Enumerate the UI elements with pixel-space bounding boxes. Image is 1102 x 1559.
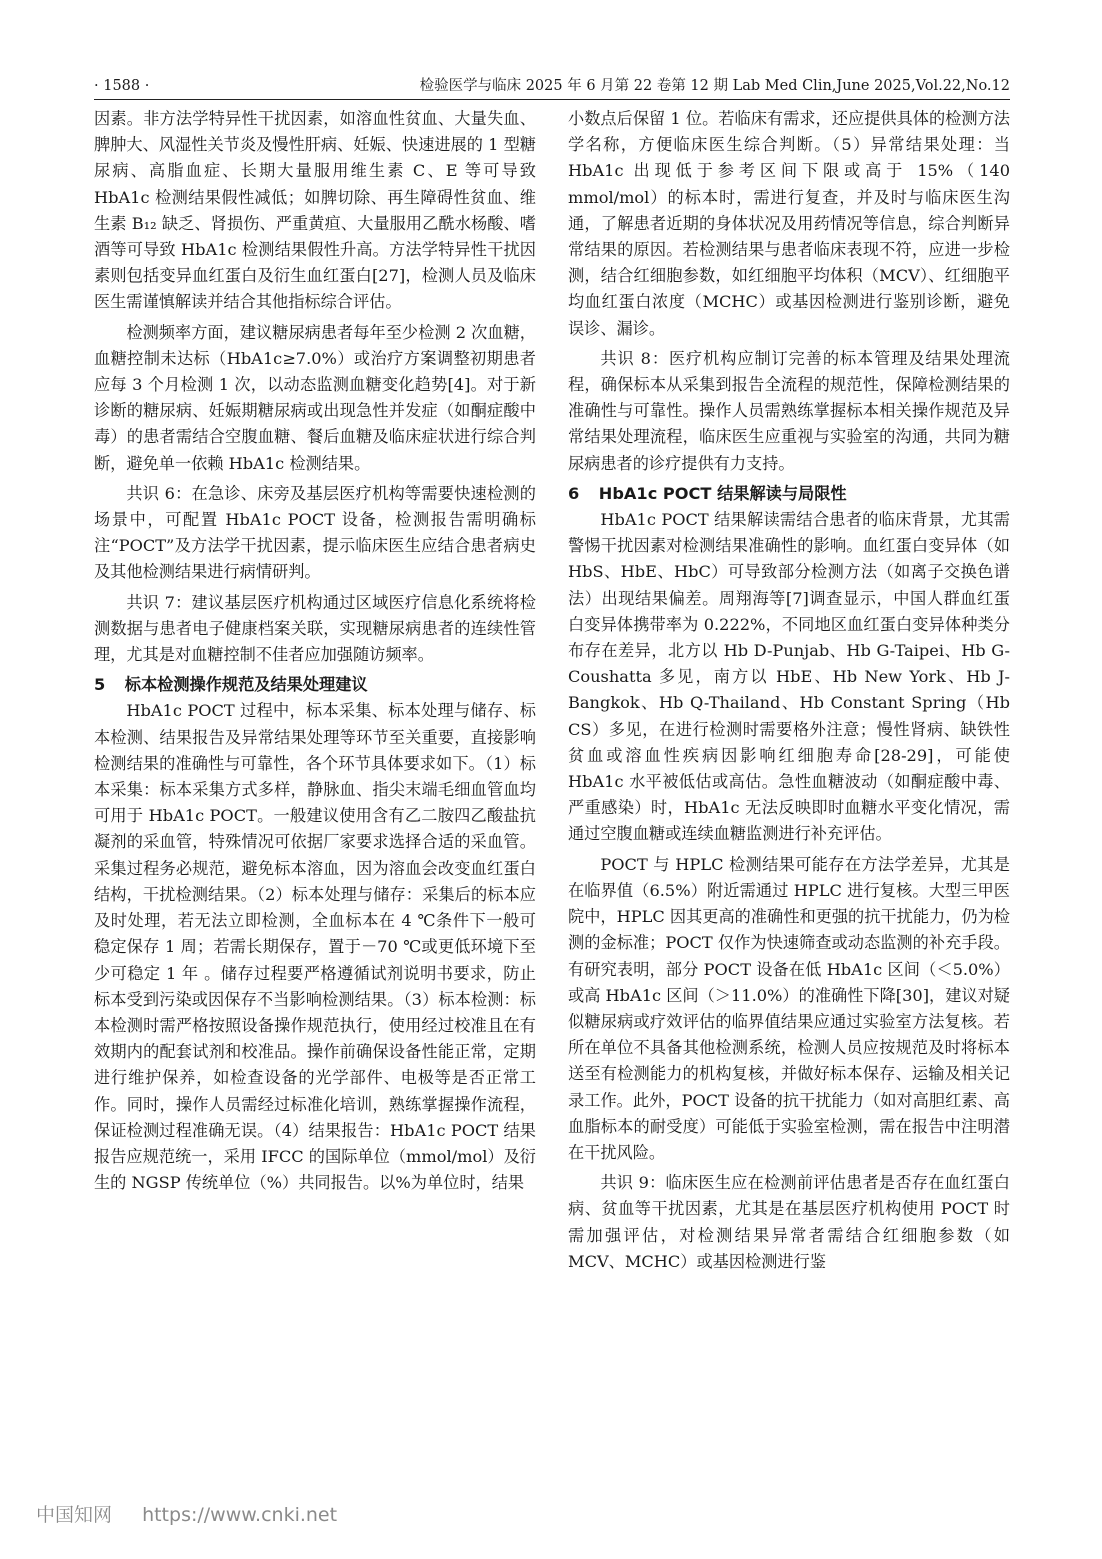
right-paragraph-3: HbA1c POCT 结果解读需结合患者的临床背景，尤其需警惕干扰因素对检测结果准确性的影响。血红蛋白变异体（如 HbS、HbE、HbC）可导致部分检测方法（如离子交换色谱法）出现结果偏差。周翔海等[7]调查显示，中国人群血红蛋白变异体携带率为 0.222%，不同地区血红蛋白变异体种类分布存在差异，北方以 Hb D-Punjab、Hb G-Taipei、Hb G-Coushatta 多见，南方以 HbE、Hb New York、Hb J-Bangkok、Hb Q-Thailand、Hb Constant Spring（Hb CS）多见，在进行检测时需要格外注意；慢性肾病、缺铁性贫血或溶血性疾病因影响红细胞寿命[28-29]，可能使 HbA1c 水平被低估或高估。急性血糖波动（如酮症酸中毒、严重感染）时，HbA1c 无法反映即时血糖水平变化情况，需通过空腹血糖或连续血糖监测进行补充评估。 <box>568 510 1010 844</box>
section-5-number: 5 <box>94 675 106 695</box>
left-column <box>94 106 536 1196</box>
section-6-heading <box>568 481 1010 507</box>
right-paragraph-4: POCT 与 HPLC 检测结果可能存在方法学差异，尤其是在临界值（6.5%）附近需通过 HPLC 进行复核。大型三甲医院中，HPLC 因其更高的准确性和更强的抗干扰能力，仍为检测的金标准；POCT 仅作为快速筛查或动态监测的补充手段。有研究表明，部分 POCT 设备在低 HbA1c 区间（＜5.0%）或高 HbA1c 区间（＞11.0%）的准确性下降[30]，建议对疑似糖尿病或疗效评估的临界值结果应通过实验室方法复核。若所在单位不具备其他检测系统，检测人员应按规范及时将标本送至有检测能力的机构复核，并做好标本保存、运输及相关记录工作。此外，POCT 设备的抗干扰能力（如对高胆红素、高血脂标本的耐受度）可能低于实验室检测，需在报告中注明潜在干扰风险。 <box>568 854 1010 1162</box>
cnki-watermark <box>36 1500 337 1530</box>
right-column <box>568 106 1010 1275</box>
running-header <box>94 74 1010 98</box>
page-number: · 1588 · <box>94 78 150 94</box>
consensus-8-paragraph: 共识 8：医疗机构应制订完善的标本管理及结果处理流程，确保标本从采集到报告全流程的规范性，保障检测结果的准确性与可靠性。操作人员需熟练掌握标本相关操作规范及异常结果处理流程，临床医生应重视与实验室的沟通，共同为糖尿病患者的诊疗提供有力支持。 <box>568 348 1010 473</box>
cnki-url: https://www.cnki.net <box>142 1504 338 1526</box>
journal-citation: 检验医学与临床 2025 年 6 月第 22 卷第 12 期 Lab Med Clin,June 2025,Vol.22,No.12 <box>419 78 1010 94</box>
section-6-title: HbA1c POCT 结果解读与局限性 <box>598 483 847 503</box>
right-paragraph-1: 小数点后保留 1 位。若临床有需求，还应提供具体的检测方法学名称，方便临床医生综合判断。（5）异常结果处理：当 HbA1c 出现低于参考区间下限或高于 15%（140 mmol/mol）的标本时，需进行复查，并及时与临床医生沟通，了解患者近期的身体状况及用药情况等信息，综合判断异常结果的原因。若检测结果与患者临床表现不符，应进一步检测，结合红细胞参数，如红细胞平均体积（MCV）、红细胞平均血红蛋白浓度（MCHC）或基因检测进行鉴别诊断，避免误诊、漏诊。 <box>568 109 1010 338</box>
left-paragraph-5: HbA1c POCT 过程中，标本采集、标本处理与储存、标本检测、结果报告及异常结果处理等环节至关重要，直接影响检测结果的准确性与可靠性，各个环节具体要求如下。（1）标本采集：标本采集方式多样，静脉血、指尖末端毛细血管血均可用于 HbA1c POCT。一般建议使用含有乙二胺四乙酸盐抗凝剂的采血管，特殊情况可依据厂家要求选择合适的采血管。采集过程务必规范，避免标本溶血，因为溶血会改变血红蛋白结构，干扰检测结果。（2）标本处理与储存：采集后的标本应及时处理，若无法立即检测，全血标本在 4 ℃条件下一般可稳定保存 1 周；若需长期保存，置于－70 ℃或更低环境下至少可稳定 1 年 。储存过程要严格遵循试剂说明书要求，防止标本受到污染或因保存不当影响检测结果。（3）标本检测：标本检测时需严格按照设备操作规范执行，使用经过校准且在有效期内的配套试剂和校准品。操作前确保设备性能正常，定期进行维护保养，如检查设备的光学部件、电极等是否正常工作。同时，操作人员需经过标准化培训，熟练掌握操作流程，保证检测过程准确无误。（4）结果报告：HbA1c POCT 结果报告应规范统一，采用 IFCC 的国际单位（mmol/mol）及衍生的 NGSP 传统单位（%）共同报告。以%为单位时，结果 <box>94 701 536 1193</box>
left-paragraph-2: 检测频率方面，建议糖尿病患者每年至少检测 2 次血糖，血糖控制未达标（HbA1c≥7.0%）或治疗方案调整初期患者应每 3 个月检测 1 次，以动态监测血糖变化趋势[4]。对于新诊断的糖尿病、妊娠期糖尿病或出现急性并发症（如酮症酸中毒）的患者需结合空腹血糖、餐后血糖及临床症状进行综合判断，避免单一依赖 HbA1c 检测结果。 <box>94 322 536 473</box>
section-5-heading <box>94 672 536 698</box>
section-6-number: 6 <box>568 483 580 503</box>
consensus-6-paragraph: 共识 6：在急诊、床旁及基层医疗机构等需要快速检测的场景中，可配置 HbA1c POCT 设备，检测报告需明确标注“POCT”及方法学干扰因素，提示临床医生应结合患者病史及其他检测结果进行病情研判。 <box>94 483 536 582</box>
left-paragraph-1: 因素。非方法学特异性干扰因素，如溶血性贫血、大量失血、脾肿大、风湿性关节炎及慢性肝病、妊娠、快速进展的 1 型糖尿病、高脂血症、长期大量服用维生素 C、E 等可导致 HbA1c 检测结果假性减低；如脾切除、再生障碍性贫血、维生素 B₁₂ 缺乏、肾损伤、严重黄疸、大量服用乙酰水杨酸、嗜酒等可导致 HbA1c 检测结果假性升高。方法学特异性干扰因素则包括变异血红蛋白及衍生血红蛋白[27]，检测人员及临床医生需谨慎解读并结合其他指标综合评估。 <box>94 109 536 312</box>
header-rule <box>94 99 1010 100</box>
consensus-9-paragraph: 共识 9：临床医生应在检测前评估患者是否存在血红蛋白病、贫血等干扰因素，尤其是在基层医疗机构使用 POCT 时需加强评估，对检测结果异常者需结合红细胞参数（如 MCV、MCHC）或基因检测进行鉴 <box>568 1173 1010 1271</box>
section-5-title: 标本检测操作规范及结果处理建议 <box>124 675 368 695</box>
consensus-7-paragraph: 共识 7：建议基层医疗机构通过区域医疗信息化系统将检测数据与患者电子健康档案关联，实现糖尿病患者的连续性管理，尤其是对血糖控制不佳者应加强随访频率。 <box>94 592 536 665</box>
cnki-logo-text: 中国知网 <box>36 1504 113 1526</box>
